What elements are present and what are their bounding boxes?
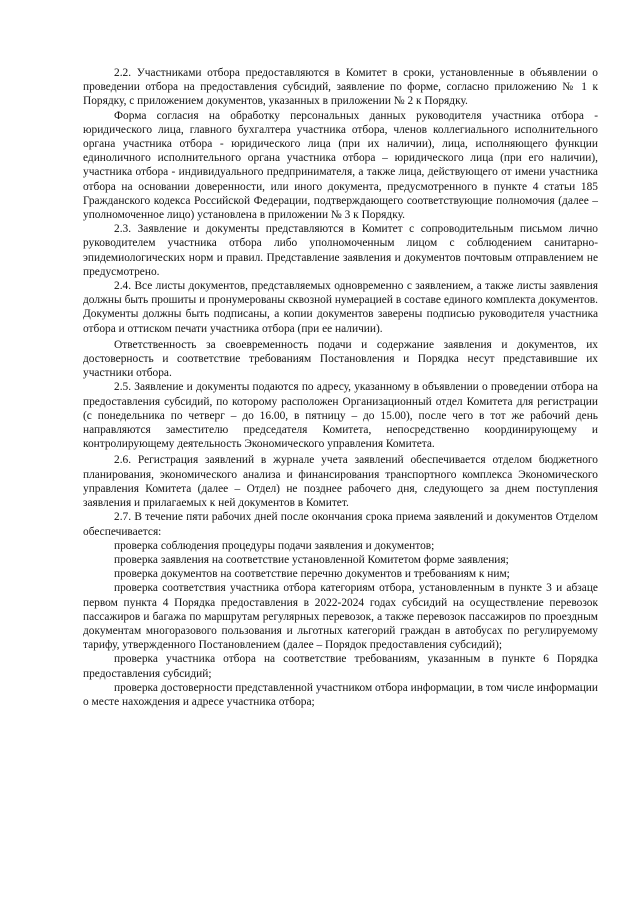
list-item-reliability-check: проверка достоверности представленной участником отбора информации, в том числе информации о месте нахождения и адресе участника отбора; [83,681,598,708]
paragraph-consent-form: Форма согласия на обработку персональных данных руководителя участника отбора - юридического лица, главного бухгалтера участника отбора, членов коллегиального исполнительного органа участника отбора - юридического лица (при их наличии), лица, исполняющего функции единоличного исполнительного органа участника отбора – юридического лица (при его наличии), участника отбора - индивидуального предпринимателя, а также лица, действующего от имени участника отбора на основании доверенности, или иного документа, предусмотренного в пункте 4 статьи 185 Гражданского кодекса Российской Федерации, подтверждающего соответствующие полномочия (далее – уполномоченное лицо) установлена в приложении № 3 к Порядку. [83,109,598,222]
paragraph-2-5: 2.5. Заявление и документы подаются по адресу, указанному в объявлении о проведении отбора на предоставления субсидий, по которому расположен Организационный отдел Комитета для регистрации (с понедельника по четверг – до 16.00, в пятницу – до 15.00), после чего в тот же рабочий день направляются заместителю председателя Комитета, непосредственно координирующему и контролирующему деятельность Экономического управления Комитета. [83,381,598,451]
paragraph-2-3: 2.3. Заявление и документы представляются в Комитет с сопроводительным письмом лично руководителем участника отбора либо уполномоченным лицом с соблюдением санитарно-эпидемиологических норм и правил. Представление заявления и документов почтовым отправлением не предусмотрено. [83,223,598,278]
paragraph-responsibility: Ответственность за своевременность подачи и содержание заявления и документов, их достоверность и соответствие требованиям Постановления и Порядка несут представившие их участники отбора. [83,338,598,380]
list-item-requirements-check: проверка участника отбора на соответствие требованиям, указанным в пункте 6 Порядка предоставления субсидий; [83,653,598,680]
list-item-form-check: проверка заявления на соответствие установленной Комитетом форме заявления; [114,553,509,566]
list-item-procedure-check: проверка соблюдения процедуры подачи заявления и документов; [114,539,435,552]
paragraph-2-4: 2.4. Все листы документов, представляемых одновременно с заявлением, а также листы заявления должны быть прошиты и пронумерованы сквозной нумерацией в составе единого комплекта документов. Документы должны быть подписаны, а копии документов заверены подписью руководителя участника отбора и оттиском печати участника отбора (при ее наличии). [83,280,598,335]
paragraph-2-7: 2.7. В течение пяти рабочих дней после окончания срока приема заявлений и документов Отделом обеспечивается: [83,511,598,538]
paragraph-2-2: 2.2. Участниками отбора предоставляются в Комитет в сроки, установленные в объявлении о проведении отбора на предоставления субсидий, заявление по форме, согласно приложению № 1 к Порядку, с приложением документов, указанных в приложении № 2 к Порядку. [83,67,598,108]
paragraph-2-6: 2.6. Регистрация заявлений в журнале учета заявлений обеспечивается отделом бюджетного планирования, экономического анализа и финансирования транспортного комплекса Экономического управления Комитета (далее – Отдел) не позднее рабочего дня, следующего за днем поступления заявления и прилагаемых к ней документов в Комитет. [83,454,598,510]
list-item-documents-check: проверка документов на соответствие перечню документов и требованиям к ним; [114,568,510,581]
list-item-category-check: проверка соответствия участника отбора категориям отбора, установленным в пункте 3 и абзаце первом пункта 4 Порядка предоставления в 2022-2024 годах субсидий на осуществление перевозок пассажиров и багажа по маршрутам регулярных перевозок, а также перевозок пассажиров по проездным документам многоразового пользования и льготных категорий граждан в автобусах по регулируемому тарифу, утвержденного Постановлением (далее – Порядок предоставления субсидий); [83,582,598,652]
